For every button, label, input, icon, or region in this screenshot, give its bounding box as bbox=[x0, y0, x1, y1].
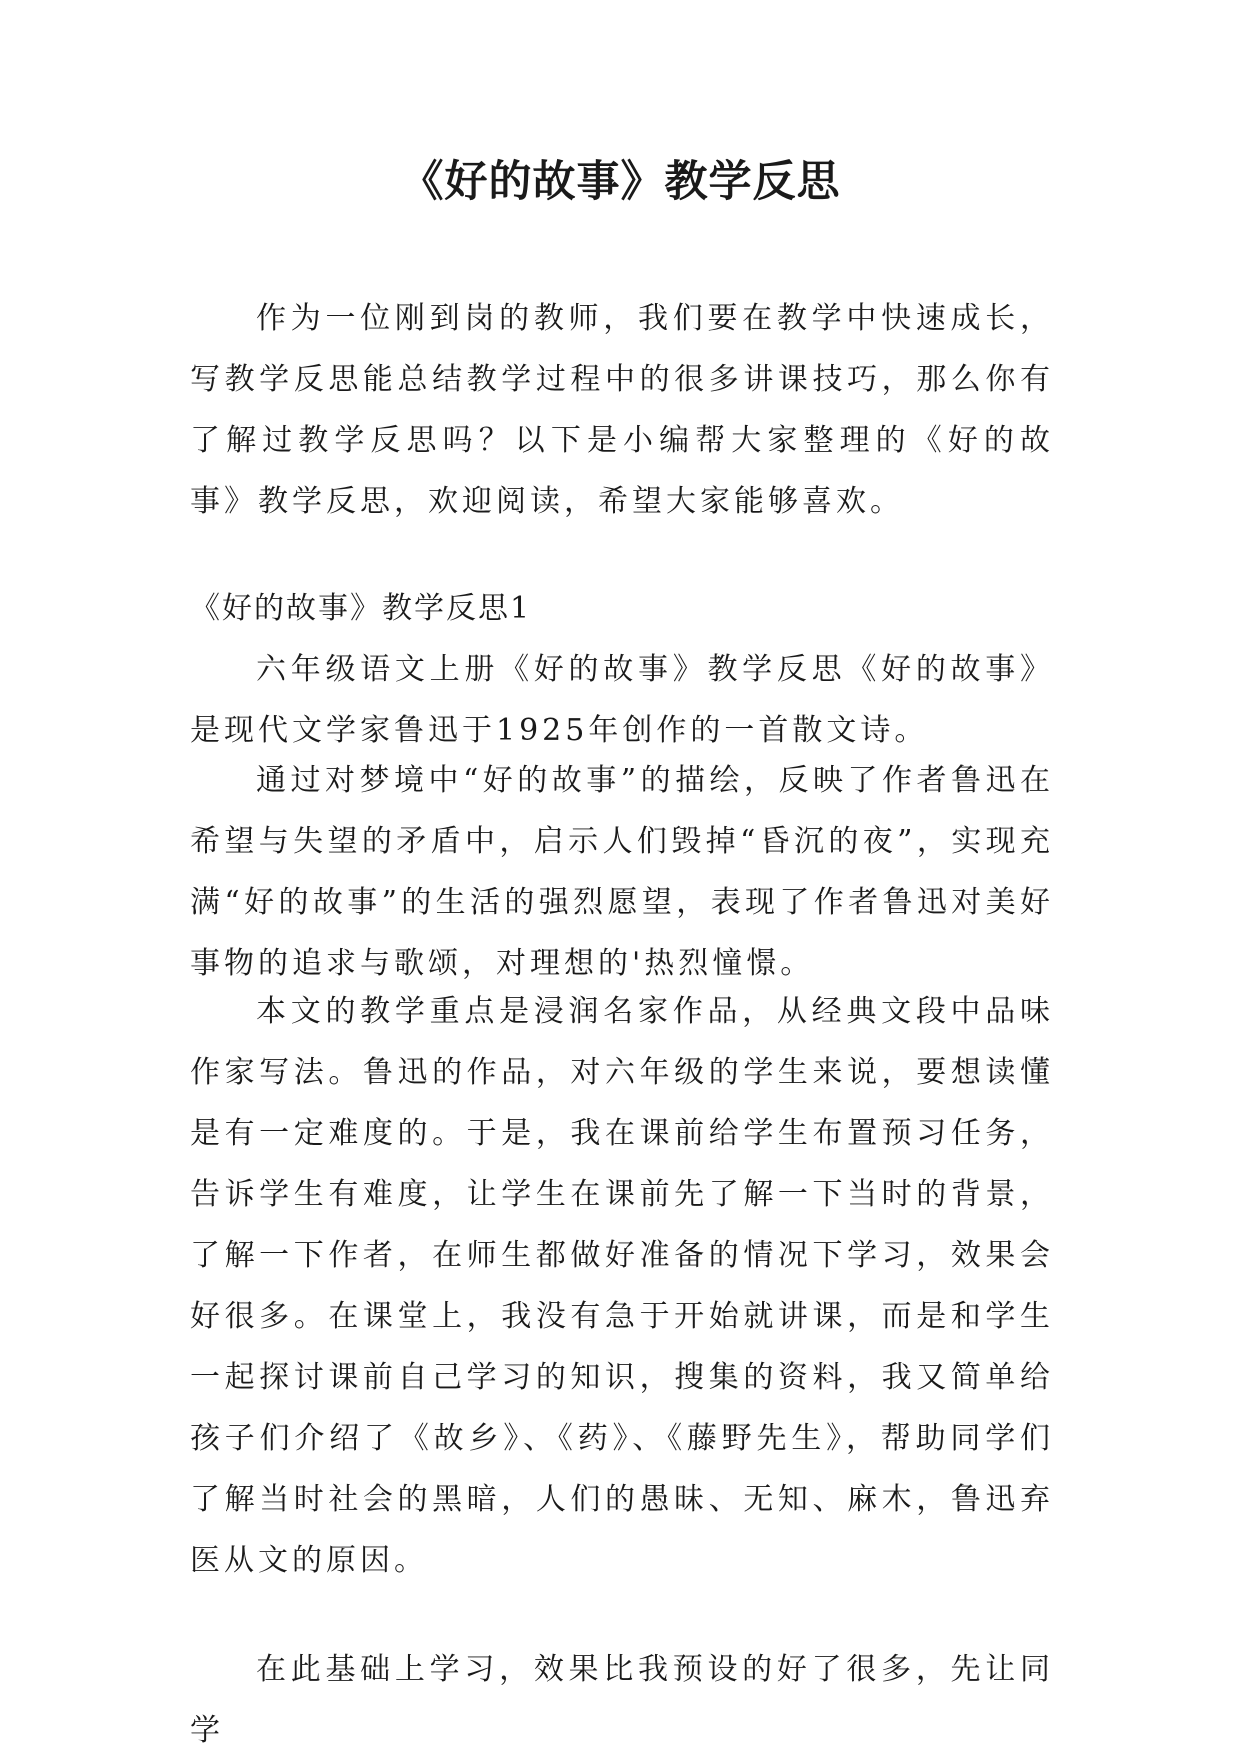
body-paragraph-3: 本文的教学重点是浸润名家作品，从经典文段中品味作家写法。鲁迅的作品，对六年级的学生来说，要想读懂是有一定难度的。于是，我在课前给学生布置预习任务，告诉学生有难度，让学生在课前先了解一下当时的背景，了解一下作者，在师生都做好准备的情况下学习，效果会好很多。在课堂上，我没有急于开始就讲课，而是和学生一起探讨课前自己学习的知识，搜集的资料，我又简单给孩子们介绍了《故乡》、《药》、《藤野先生》，帮助同学们了解当时社会的黑暗，人们的愚昧、无知、麻木，鲁迅弃医从文的原因。 bbox=[190, 994, 1054, 1578]
body-paragraph-4: 在此基础上学习，效果比我预设的好了很多，先让同学 bbox=[190, 1652, 1054, 1748]
section-heading: 《好的故事》教学反思1 bbox=[190, 591, 532, 626]
body-paragraph-2: 通过对梦境中“好的故事”的描绘，反映了作者鲁迅在希望与失望的矛盾中，启示人们毁掉“昏沉的夜”，实现充满“好的故事”的生活的强烈愿望，表现了作者鲁迅对美好事物的追求与歌颂，对理想的'热烈憧憬。 bbox=[190, 763, 1054, 981]
page-title: 《好的故事》教学反思 bbox=[400, 157, 841, 207]
body-paragraph-1: 六年级语文上册《好的故事》教学反思《好的故事》是现代文学家鲁迅于1925年创作的一首散文诗。 bbox=[190, 652, 1054, 748]
intro-paragraph: 作为一位刚到岗的教师，我们要在教学中快速成长，写教学反思能总结教学过程中的很多讲课技巧，那么你有了解过教学反思吗？以下是小编帮大家整理的《好的故事》教学反思，欢迎阅读，希望大家能够喜欢。 bbox=[190, 301, 1054, 519]
